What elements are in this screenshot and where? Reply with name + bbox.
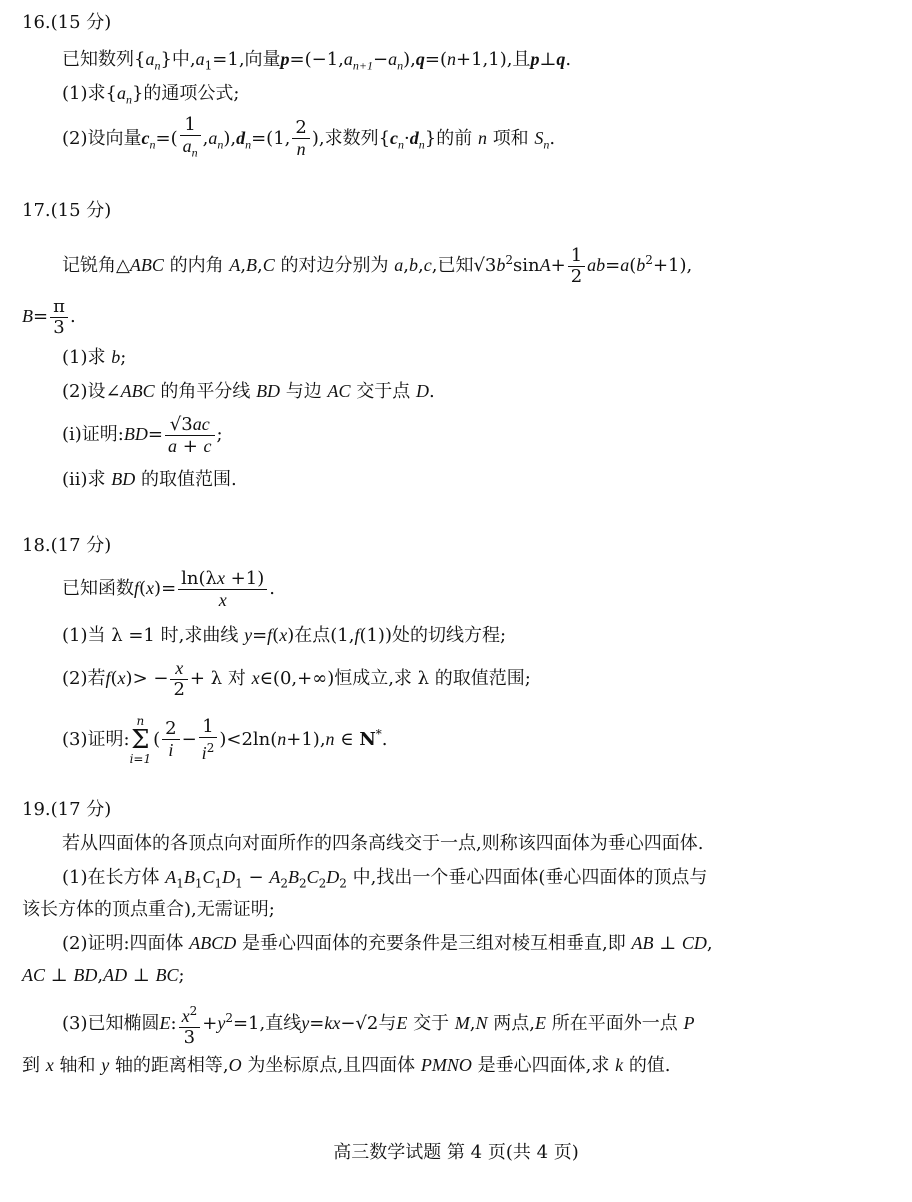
q17-sub1: (ⅰ)证明:BD= $\frac{√3ac}{a + c}$ ; bbox=[62, 413, 223, 457]
q19-part2: (2)证明:四面体 ABCD 是垂心四面体的充要条件是三组对棱互相垂直,即 AB ⊥ CD, bbox=[62, 933, 713, 954]
q18-part1: (1)当 λ =1 时,求曲线 y=f(x)在点(1,f(1))处的切线方程; bbox=[62, 625, 507, 646]
q17-stem: 记锐角△ABC 的内角 A,B,C 的对边分别为 a,b,c,已知$√3b^2\sin A+$ $\frac{1}{2}$ $ab=a(b^2+1)$, bbox=[62, 244, 693, 287]
q19-part3: (3)已知椭圆E: $\frac{x^2}{3}$ $+y^2=1$,直线y=kx−√2与E 交于 M,N 两点,E 所在平面外一点 P bbox=[62, 994, 694, 1048]
q19-part1-cont: 该长方体的顶点重合),无需证明; bbox=[22, 899, 275, 920]
q18-header: 18.(17 分) bbox=[22, 535, 112, 556]
q19-part2-cont: AC ⊥ BD,AD ⊥ BC; bbox=[22, 965, 185, 986]
q19-header: 19.(17 分) bbox=[22, 799, 112, 820]
q17-stem-b: B= $\frac{\pi}{3}$ . bbox=[22, 295, 76, 338]
q16-stem: 已知数列$\{a_n\}$中$,a_1=1$,向量$p=(-1,a_{n+1}-a_n),q=(n+1,1)$,且p⊥q. bbox=[62, 49, 572, 73]
q18-part3: (3)证明: n Σ i=1 ( $\frac{2}{i}$ − $\frac{1}{i^2}$ )<2ln(n+1),n ∈ N*. bbox=[62, 714, 388, 766]
q18-part2: (2)若f(x)> − $\frac{x}{2}$ + λ 对 x∈(0,+∞)恒成立,求 λ 的取值范围; bbox=[62, 658, 531, 700]
q18-stem: 已知函数f(x)= $\frac{\ln(\lambda x +1)}{x}$ . bbox=[62, 567, 275, 610]
q17-sub2: (ⅱ)求 BD 的取值范围. bbox=[62, 469, 237, 490]
q16-header: 16.(15 分) bbox=[22, 12, 112, 33]
q19-stem: 若从四面体的各顶点向对面所作的四条高线交于一点,则称该四面体为垂心四面体. bbox=[62, 833, 704, 854]
q19-part3-cont: 到 x 轴和 y 轴的距离相等,O 为坐标原点,且四面体 PMNO 是垂心四面体,求 k 的值. bbox=[22, 1055, 671, 1076]
q19-part1: (1)在长方体 $A_1B_1C_1D_1 - A_2B_2C_2D_2$ 中,找出一个垂心四面体(垂心四面体的顶点与 bbox=[62, 867, 708, 891]
page-footer: 高三数学试题 第 4 页(共 4 页) bbox=[333, 1142, 579, 1163]
q16-part2: (2)设向量$c_n=$( $\frac{1}{a_n}$ $,a_n),d_n=(1$, $\frac{2}{n}$ ),求数列$\{c_n\cdot d_n\}$的前 n 项和 $S_n$. bbox=[62, 114, 556, 160]
q17-part2: (2)设∠ABC 的角平分线 BD 与边 AC 交于点 D. bbox=[62, 381, 435, 402]
q17-header: 17.(15 分) bbox=[22, 200, 112, 221]
q17-part1: (1)求 b; bbox=[62, 347, 127, 368]
q16-part1: (1)求$\{a_n\}$的通项公式; bbox=[62, 83, 240, 107]
